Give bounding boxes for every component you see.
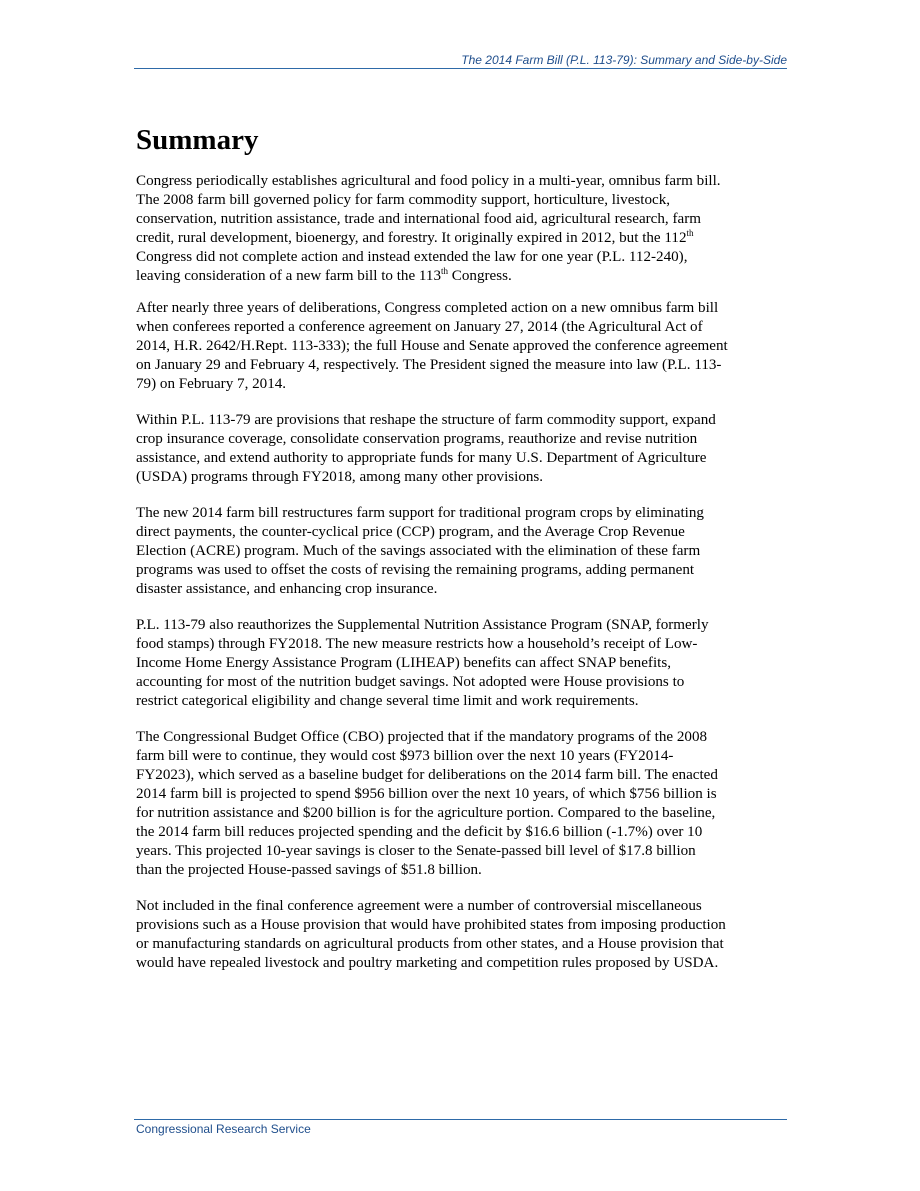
text-line: than the projected House-passed savings of $51.8 billion. [136, 862, 482, 878]
text-line: The 2008 farm bill governed policy for farm commodity support, horticulture, livestock, [136, 192, 671, 208]
text-line: Congress did not complete action and instead extended the law for one year (P.L. 112-240), [136, 249, 688, 265]
running-header: The 2014 Farm Bill (P.L. 113-79): Summary and Side-by-Side [461, 53, 787, 67]
text-line: The Congressional Budget Office (CBO) projected that if the mandatory programs of the 2008 [136, 729, 708, 745]
text-line: accounting for most of the nutrition budget savings. Not adopted were House provisions to [136, 674, 685, 690]
text-line: farm bill were to continue, they would cost $973 billion over the next 10 years (FY2014- [136, 748, 674, 764]
footer-rule [134, 1119, 787, 1120]
text-line: years. This projected 10-year savings is closer to the Senate-passed bill level of $17.8 billion [136, 843, 696, 859]
text-line: Income Home Energy Assistance Program (LIHEAP) benefits can affect SNAP benefits, [136, 655, 671, 671]
text-line: when conferees reported a conference agreement on January 27, 2014 (the Agricultural Act of [136, 319, 703, 335]
text-line: food stamps) through FY2018. The new measure restricts how a household’s receipt of Low- [136, 636, 698, 652]
text-line: 2014 farm bill is projected to spend $956 billion over the next 10 years, of which $756 billion is [136, 786, 717, 802]
text-line: direct payments, the counter-cyclical price (CCP) program, and the Average Crop Revenue [136, 524, 685, 540]
text-line: would have repealed livestock and poultry marketing and competition rules proposed by USDA. [136, 955, 719, 971]
text-line: After nearly three years of deliberations, Congress completed action on a new omnibus farm bill [136, 300, 719, 316]
paragraph-7 [136, 897, 788, 973]
header-rule [134, 68, 787, 69]
text-line: Congress periodically establishes agricultural and food policy in a multi-year, omnibus farm bill. [136, 173, 721, 189]
text-line: P.L. 113-79 also reauthorizes the Supplemental Nutrition Assistance Program (SNAP, formerly [136, 617, 709, 633]
ordinal-superscript: th [686, 228, 694, 238]
text-line: assistance, and extend authority to appropriate funds for many U.S. Department of Agriculture [136, 450, 707, 466]
text-line: The new 2014 farm bill restructures farm support for traditional program crops by eliminating [136, 505, 704, 521]
text-line [136, 267, 788, 286]
text-run: Congress. [448, 268, 512, 284]
paragraph-1 [136, 172, 788, 286]
text-line: programs was used to offset the costs of revising the remaining programs, adding permanent [136, 562, 695, 578]
text-line: crop insurance coverage, consolidate conservation programs, reauthorize and revise nutrition [136, 431, 698, 447]
paragraph-4 [136, 504, 788, 599]
text-line [136, 229, 788, 248]
text-run: credit, rural development, bioenergy, and forestry. It originally expired in 2012, but the 112 [136, 230, 687, 246]
text-line: FY2023), which served as a baseline budget for deliberations on the 2014 farm bill. The enacted [136, 767, 718, 783]
ordinal-superscript: th [441, 266, 449, 276]
text-run: leaving consideration of a new farm bill to the 113 [136, 268, 441, 284]
text-line: disaster assistance, and enhancing crop insurance. [136, 581, 438, 597]
paragraph-5 [136, 616, 788, 711]
text-line: Not included in the final conference agreement were a number of controversial miscellaneous [136, 898, 702, 914]
text-line: the 2014 farm bill reduces projected spending and the deficit by $16.6 billion (-1.7%) over 10 [136, 824, 703, 840]
text-line: for nutrition assistance and $200 billion is for the agriculture portion. Compared to the baseline, [136, 805, 716, 821]
text-line: 2014, H.R. 2642/H.Rept. 113-333); the full House and Senate approved the conference agreement [136, 338, 728, 354]
section-title: Summary [136, 124, 259, 156]
body-text [136, 172, 788, 990]
text-line: on January 29 and February 4, respectively. The President signed the measure into law (P.L. 113- [136, 357, 722, 373]
text-line: (USDA) programs through FY2018, among many other provisions. [136, 469, 544, 485]
text-line: conservation, nutrition assistance, trade and international food aid, agricultural research, farm [136, 211, 701, 227]
text-line: or manufacturing standards on agricultural products from other states, and a House provision that [136, 936, 724, 952]
paragraph-6 [136, 728, 788, 880]
text-line: Within P.L. 113-79 are provisions that reshape the structure of farm commodity support, expand [136, 412, 716, 428]
paragraph-3 [136, 411, 788, 487]
text-line: provisions such as a House provision that would have prohibited states from imposing production [136, 917, 726, 933]
paragraph-2 [136, 299, 788, 394]
text-line: 79) on February 7, 2014. [136, 376, 287, 392]
text-line: restrict categorical eligibility and change several time limit and work requirements. [136, 693, 639, 709]
footer-organization: Congressional Research Service [136, 1122, 311, 1136]
text-line: Election (ACRE) program. Much of the savings associated with the elimination of these farm [136, 543, 701, 559]
